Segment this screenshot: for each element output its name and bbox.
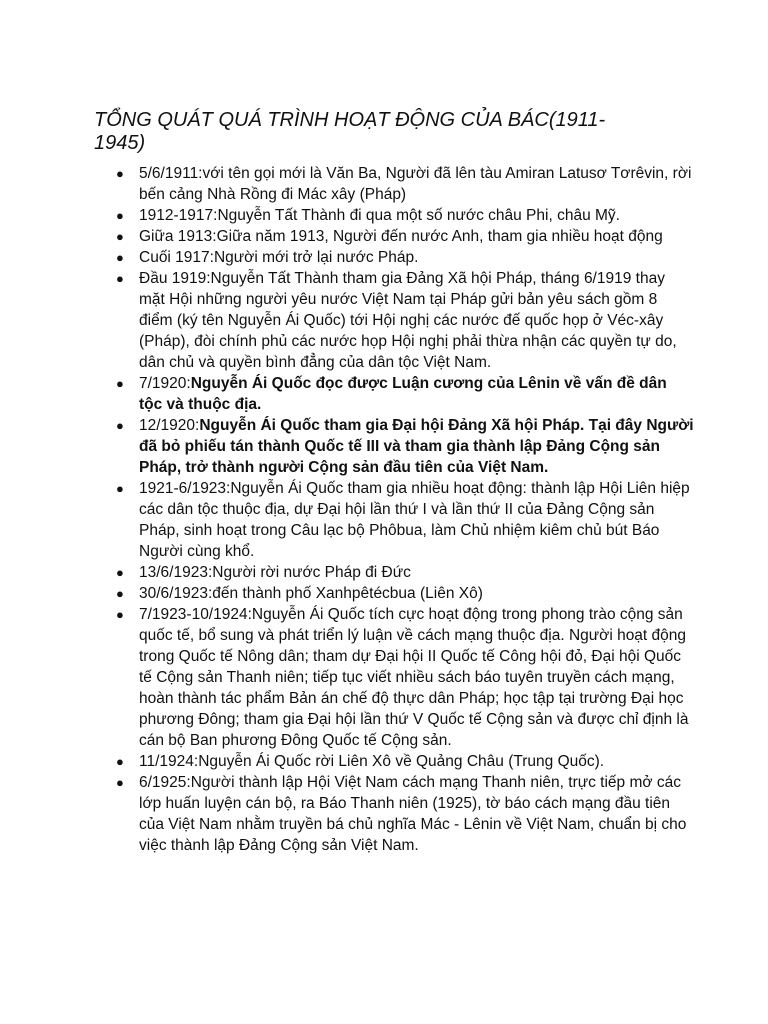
bullet-icon: ● xyxy=(116,565,124,580)
bullet-icon: ● xyxy=(116,481,124,496)
bullet-icon: ● xyxy=(116,376,124,391)
item-text: Nguyễn Ái Quốc tham gia Đại hội Đảng Xã hội Pháp. Tại đây Người đã bỏ phiếu tán thành Quốc tế III và tham gia thành lập Đảng Cộng sản Pháp, trở thành người Cộng sản đầu tiên của Việt Nam. xyxy=(139,417,694,476)
item-text: Nguyễn Ái Quốc tích cực hoạt động trong phong trào cộng sản quốc tế, bổ sung và phát triển lý luận về cách mạng thuộc địa. Người hoạt động trong Quốc tế Nông dân; tham dự Đại hội II Quốc tế Công hội đỏ, Đại hội Quốc tế Cộng sản Thanh niên; tiếp tục viết nhiều sách báo tuyên truyền cách mạng, hoàn thành tác phẩm Bản án chế độ thực dân Pháp; học tập tại trường Đại học phương Đông; tham gia Đại hội lần thứ V Quốc tế Cộng sản và được chỉ định là cán bộ Ban phương Đông Quốc tế Cộng sản. xyxy=(139,606,689,749)
item-text: Người thành lập Hội Việt Nam cách mạng Thanh niên, trực tiếp mở các lớp huấn luyện cán bộ, ra Báo Thanh niên (1925), tờ báo cách mạng đầu tiên của Việt Nam nhằm truyền bá chủ nghĩa Mác - Lênin về Việt Nam, chuẩn bị cho việc thành lập Đảng Cộng sản Việt Nam. xyxy=(139,774,687,854)
item-text: Giữa năm 1913, Người đến nước Anh, tham gia nhiều hoạt động xyxy=(216,228,663,245)
item-date: 12/1920: xyxy=(139,417,200,434)
bullet-icon: ● xyxy=(116,586,124,601)
item-text: Nguyễn Ái Quốc rời Liên Xô về Quảng Châu (Trung Quốc). xyxy=(198,753,605,770)
item-text: Nguyễn Tất Thành tham gia Đảng Xã hội Pháp, tháng 6/1919 thay mặt Hội những người yêu nước Việt Nam tại Pháp gửi bản yêu sách gồm 8 điểm (ký tên Nguyễn Ái Quốc) tới Hội nghị các nước đế quốc họp ở Véc-xây (Pháp), đòi chính phủ các nước họp Hội nghị phải thừa nhận các quyền tự do, dân chủ và quyền bình đẳng của dân tộc Việt Nam. xyxy=(139,270,677,371)
document-page xyxy=(94,109,694,856)
list-item xyxy=(94,163,694,205)
item-text: Nguyễn Ái Quốc tham gia nhiều hoạt động: thành lập Hội Liên hiệp các dân tộc thuộc địa, dự Đại hội lần thứ I và lần thứ II của Đảng Cộng sản Pháp, sinh hoạt trong Câu lạc bộ Phôbua, làm Chủ nhiệm kiêm chủ bút Báo Người cùng khổ. xyxy=(139,480,690,560)
bullet-icon: ● xyxy=(116,208,124,223)
item-date: 7/1920: xyxy=(139,375,191,392)
item-text: đến thành phố Xanhpêtécbua (Liên Xô) xyxy=(212,585,483,602)
item-date: 6/1925: xyxy=(139,774,191,791)
list-item xyxy=(94,751,694,772)
bullet-icon: ● xyxy=(116,607,124,622)
list-item xyxy=(94,373,694,415)
item-date: 11/1924: xyxy=(139,753,199,770)
item-text: Người rời nước Pháp đi Đức xyxy=(212,564,411,581)
list-item xyxy=(94,415,694,478)
bullet-icon: ● xyxy=(116,754,124,769)
item-text: Nguyễn Ái Quốc đọc được Luận cương của Lênin về vấn đề dân tộc và thuộc địa. xyxy=(139,375,667,413)
item-text: Nguyễn Tất Thành đi qua một số nước châu Phi, châu Mỹ. xyxy=(217,207,620,224)
item-date: 13/6/1923: xyxy=(139,564,213,581)
list-item xyxy=(94,226,694,247)
list-item xyxy=(94,562,694,583)
list-item xyxy=(94,205,694,226)
list-item xyxy=(94,268,694,373)
item-date: 1921-6/1923: xyxy=(139,480,231,497)
bullet-icon: ● xyxy=(116,166,124,181)
timeline-list xyxy=(94,163,694,856)
list-item xyxy=(94,772,694,856)
list-item xyxy=(94,247,694,268)
bullet-icon: ● xyxy=(116,418,124,433)
item-text: Người mới trở lại nước Pháp. xyxy=(213,249,419,266)
item-date: 7/1923-10/1924: xyxy=(139,606,252,623)
item-date: Giữa 1913: xyxy=(139,228,217,245)
item-date: 1912-1917: xyxy=(139,207,218,224)
item-date: 30/6/1923: xyxy=(139,585,213,602)
item-date: Đầu 1919: xyxy=(139,270,211,287)
list-item xyxy=(94,583,694,604)
bullet-icon: ● xyxy=(116,775,124,790)
page-title: TỔNG QUÁT QUÁ TRÌNH HOẠT ĐỘNG CỦA BÁC(1911-1945) xyxy=(94,109,606,154)
bullet-icon: ● xyxy=(116,250,124,265)
bullet-icon: ● xyxy=(116,271,124,286)
list-item xyxy=(94,478,694,562)
bullet-icon: ● xyxy=(116,229,124,244)
item-date: 5/6/1911: xyxy=(139,165,203,182)
list-item xyxy=(94,604,694,751)
item-text: với tên gọi mới là Văn Ba, Người đã lên tàu Amiran Latusơ Tơrêvin, rời bến cảng Nhà Rồng đi Mác xây (Pháp) xyxy=(139,165,692,203)
item-date: Cuối 1917: xyxy=(139,249,214,266)
